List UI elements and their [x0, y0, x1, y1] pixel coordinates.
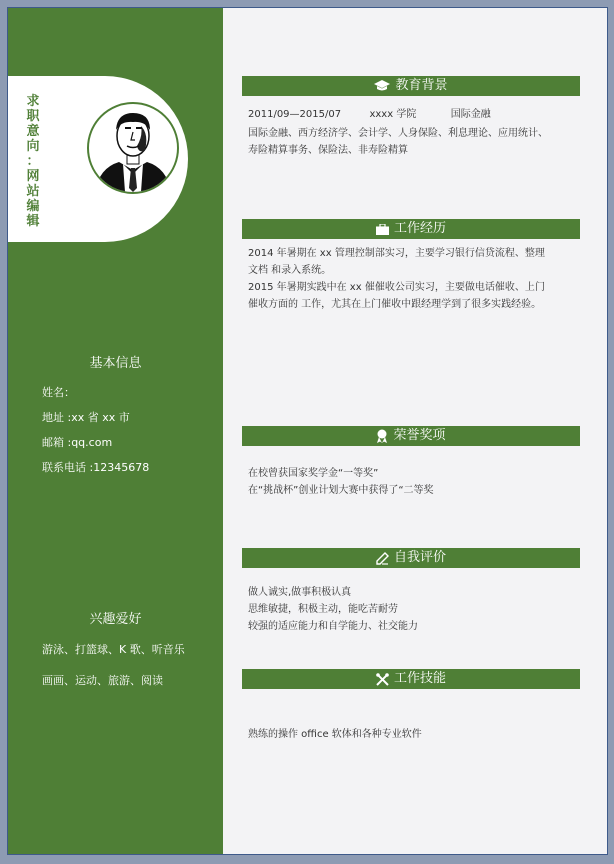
tools-icon	[376, 673, 389, 686]
job-intent-char: ：	[26, 154, 40, 169]
awards-header	[242, 426, 580, 446]
job-intent-char: 编	[26, 199, 40, 214]
hobbies-title: 兴趣爱好	[89, 612, 142, 627]
education-courses: 国际金融、西方经济学、会计学、人身保险、利息理论、应用统计、	[248, 128, 548, 139]
basic-info-phone: 联系电话 :12345678	[42, 461, 150, 474]
basic-info-email: 邮箱 :qq.com	[42, 436, 113, 449]
education-school: xxxx 学院	[369, 109, 417, 120]
work-body	[248, 245, 545, 313]
education-courses: 寿险精算事务、保险法、非寿险精算	[248, 145, 408, 156]
self-eval-line: 较强的适应能力和自学能力、社交能力	[248, 621, 418, 632]
job-intent-char: 网	[26, 169, 40, 184]
basic-info-title: 基本信息	[89, 356, 142, 371]
job-intent-char: 职	[26, 109, 40, 124]
skills-line: 熟练的操作 office 软体和各种专业软件	[248, 729, 422, 740]
basic-info-address: 地址 :xx 省 xx 市	[42, 411, 130, 424]
self-eval-line: 做人诚实,做事积极认真	[248, 587, 352, 598]
job-intent-char: 求	[26, 94, 40, 109]
briefcase-icon	[376, 224, 389, 235]
job-intent-char: 向	[26, 139, 40, 154]
sidebar	[8, 8, 223, 854]
education-title: 教育背景	[395, 78, 448, 93]
hobbies-line: 画画、运动、旅游、阅读	[42, 674, 163, 687]
self-eval-title: 自我评价	[393, 550, 446, 565]
self-eval-line: 思维敏捷，积极主动，能吃苦耐劳	[248, 604, 398, 615]
avatar	[87, 102, 179, 194]
education-header	[242, 76, 580, 96]
award-ribbon-icon	[376, 429, 388, 443]
graduation-cap-icon	[374, 80, 390, 92]
job-intent-char: 意	[26, 124, 40, 139]
awards-body	[248, 465, 434, 499]
education-row	[248, 106, 548, 123]
job-intent-char: 站	[26, 184, 40, 199]
work-title: 工作经历	[393, 221, 446, 236]
work-header	[242, 219, 580, 239]
basic-info-name: 姓名：	[42, 386, 75, 399]
education-body	[248, 106, 548, 159]
job-intent-vertical	[24, 94, 42, 229]
award-line: 在校曾获国家奖学金“一等奖”	[248, 468, 379, 479]
hobbies-line: 游泳、打篮球、K 歌、听音乐	[42, 643, 185, 656]
job-intent-char: 辑	[26, 214, 40, 229]
education-date: 2011/09—2015/07	[248, 109, 342, 120]
skills-header	[242, 669, 580, 689]
skills-title: 工作技能	[393, 671, 446, 686]
pencil-icon	[376, 552, 389, 565]
work-line: 文档 和录入系统。	[248, 265, 332, 276]
work-line: 催收方面的 工作，尤其在上门催收中跟经理学到了很多实践经验。	[248, 299, 542, 310]
work-line: 2014 年暑期在 xx 管理控制部实习，主要学习银行信贷流程、整理	[248, 248, 545, 259]
education-major: 国际金融	[450, 109, 491, 120]
awards-title: 荣誉奖项	[393, 428, 446, 443]
skills-body	[248, 726, 422, 743]
resume-page	[7, 7, 608, 855]
work-line: 2015 年暑期实践中在 xx 催催收公司实习，主要做电话催收、上门	[248, 282, 545, 293]
award-line: 在“挑战杯”创业计划大赛中获得了“二等奖	[248, 485, 434, 496]
self-eval-body	[248, 584, 418, 635]
self-eval-header	[242, 548, 580, 568]
